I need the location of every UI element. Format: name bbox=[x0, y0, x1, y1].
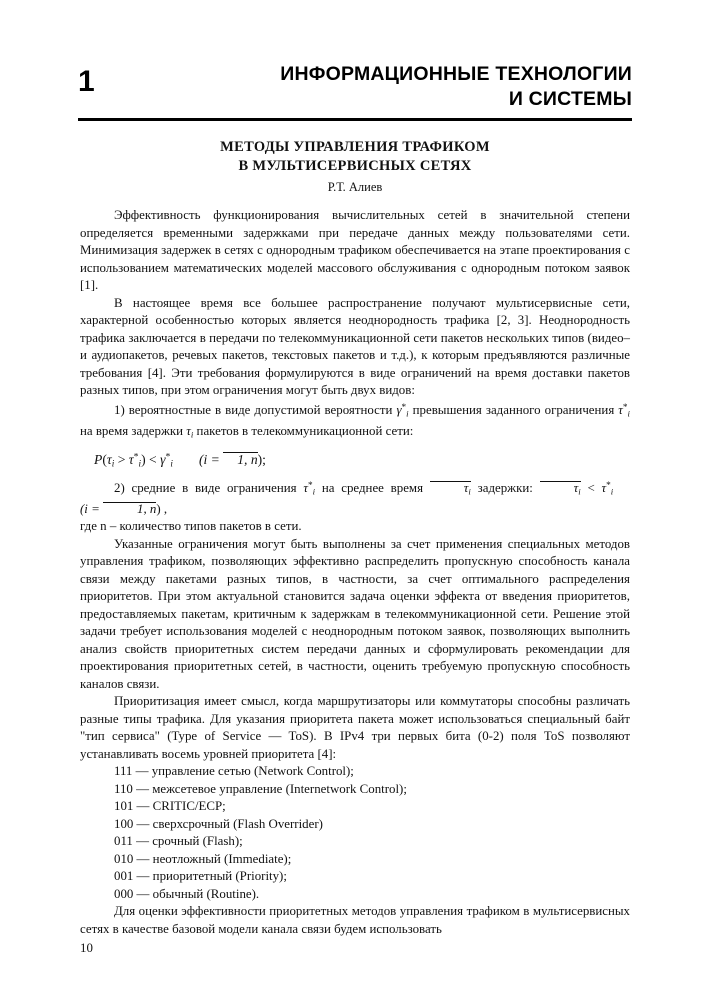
priority-level-item: 011 — срочный (Flash); bbox=[114, 834, 243, 849]
math-tau-plain-subscript: i bbox=[190, 429, 194, 440]
constraint-item-1-text-a: 1) вероятностные в виде допустимой вероятности bbox=[114, 402, 393, 417]
running-header bbox=[78, 62, 632, 121]
math-tau-plain-symbol: τ bbox=[186, 423, 191, 438]
math-gamma-star-i bbox=[396, 403, 412, 417]
priority-level-item: 000 — обычный (Routine). bbox=[114, 886, 260, 901]
math-item2-inequality bbox=[540, 481, 614, 495]
math-gamma-superscript: * bbox=[401, 402, 407, 413]
math-tau-star-i-inline bbox=[618, 403, 630, 417]
priority-levels-list bbox=[80, 763, 630, 903]
ineq-tau-bar-group bbox=[540, 481, 581, 498]
where-clause: где n – количество типов пакетов в сети. bbox=[80, 519, 302, 534]
ineq-tau-star-sub: i bbox=[610, 486, 614, 497]
formula-index-range bbox=[199, 452, 266, 467]
displayed-formula-probability bbox=[80, 444, 630, 478]
formula-tau-left: τ bbox=[106, 451, 112, 467]
article-title-line-1: МЕТОДЫ УПРАВЛЕНИЯ ТРАФИКОМ bbox=[220, 139, 490, 155]
constraint-item-1-text-c: на время задержки bbox=[80, 423, 184, 438]
item2-range-overlined-body: 1, n bbox=[103, 502, 156, 516]
header-row bbox=[78, 62, 632, 112]
math-tau-i-inline bbox=[186, 424, 196, 438]
tau-bar-sub: i bbox=[468, 486, 471, 497]
math-tau-star-i-item2 bbox=[303, 481, 321, 495]
item2-index-range bbox=[80, 502, 167, 516]
priority-level-item: 010 — неотложный (Immediate); bbox=[114, 851, 292, 866]
priority-level-item: 110 — межсетевое управление (Internetwork Control); bbox=[114, 781, 407, 796]
priority-level-item: 101 — CRITIC/ECP; bbox=[114, 799, 226, 814]
constraint-item-2-text-b: на среднее время bbox=[321, 480, 423, 495]
formula-gamma-sup: * bbox=[165, 451, 171, 463]
formula-expression bbox=[94, 452, 173, 467]
formula-open-paren: ( bbox=[102, 451, 107, 467]
item2-tau-symbol: τ bbox=[303, 480, 309, 495]
math-tau-superscript: * bbox=[622, 402, 628, 413]
ineq-tau-bar-sub: i bbox=[578, 486, 581, 497]
ineq-tau-star-sup: * bbox=[606, 480, 611, 491]
priority-level-item: 100 — сверхсрочный (Flash Overrider) bbox=[114, 816, 323, 831]
formula-P: P bbox=[94, 451, 103, 467]
header-title bbox=[95, 62, 632, 112]
paragraph-1: Эффективность функционирования вычислительных сетей в значительной степени определяется временными задержками при передаче данных между пользователями сети. Минимизация задержек в сетях с однородным трафиком обеспечивается на этапе проектирования с использованием математических моделей массового обслуживания с однородным потоком заявок [1]. bbox=[80, 208, 630, 292]
math-gamma-subscript: i bbox=[406, 408, 409, 419]
formula-tau-right-sup: * bbox=[133, 451, 139, 463]
ineq-less-than: < bbox=[580, 480, 602, 495]
formula-tau-right: τ bbox=[128, 451, 134, 467]
constraint-item-2-text-a: 2) средние в виде ограничения bbox=[114, 480, 297, 495]
formula-tau-right-sub: i bbox=[138, 458, 142, 469]
article-body bbox=[80, 207, 630, 938]
constraint-item-1-text-d: пакетов в телекоммуникационной сети: bbox=[196, 423, 414, 438]
item2-range-prefix: (i = bbox=[80, 501, 104, 516]
item2-range-suffix: ) , bbox=[156, 501, 168, 516]
priority-level-item: 111 — управление сетью (Network Control); bbox=[114, 764, 354, 779]
range-prefix: (i = bbox=[198, 451, 224, 467]
priority-level-item: 001 — приоритетный (Priority); bbox=[114, 869, 287, 884]
math-tau-bar-i bbox=[430, 481, 471, 495]
constraint-item-2-text-c: задержки: bbox=[477, 480, 533, 495]
article-author: Р.Т. Алиев bbox=[327, 180, 383, 194]
paragraph-2: В настоящее время все большее распространение получают мультисервисные сети, характерной особенностью которых является неоднородность трафика [2, 3]. Неоднородность трафика заключается в передачи по телекоммуникационной сети пакетов нескольких типов (видео– и аудиопакетов, речевых пакетов, текстовых пакетов и т.д.), к которым предъявляются различные требования [4]. Эти требования формулируются в виде ограничений на время доставки пакетов разных типов, при этом ограничения могут быть двух видов: bbox=[80, 295, 630, 397]
header-title-line-2: И СИСТЕМЫ bbox=[508, 88, 632, 110]
constraint-item-1 bbox=[80, 400, 630, 444]
math-tau-symbol: τ bbox=[618, 402, 623, 417]
tau-bar-symbol: τ bbox=[463, 480, 469, 495]
article-title-line-2: В МУЛЬТИСЕРВИСНЫХ СЕТЯХ bbox=[238, 158, 472, 174]
paragraph-4: Приоритизация имеет смысл, когда маршрутизаторы или коммутаторы способны различать разные типы трафика. Для указания приоритета пакета может использоваться специальный байт "тип сервиса" (Type of Service — ToS). В IPv4 три первых бита (0-2) поля ToS позволяют устанавливать восемь уровней приоритета [4]: bbox=[80, 694, 630, 761]
formula-greater-than: > bbox=[114, 451, 129, 467]
ineq-tau-bar-symbol: τ bbox=[573, 480, 579, 495]
math-gamma-symbol: γ bbox=[396, 402, 402, 417]
math-tau-subscript: i bbox=[627, 408, 630, 419]
item2-tau-sup: * bbox=[308, 480, 313, 491]
header-title-line-1: ИНФОРМАЦИОННЫЕ ТЕХНОЛОГИИ bbox=[280, 63, 632, 85]
constraint-item-2 bbox=[80, 478, 630, 519]
range-suffix: ); bbox=[257, 451, 266, 467]
item2-tau-sub: i bbox=[312, 486, 316, 497]
formula-tau-left-sub: i bbox=[111, 458, 115, 469]
formula-close-paren: ) bbox=[141, 451, 146, 467]
ineq-tau-star-symbol: τ bbox=[601, 480, 607, 495]
formula-gamma: γ bbox=[160, 451, 166, 467]
formula-less-than: < bbox=[145, 451, 161, 467]
formula-gamma-sub: i bbox=[170, 458, 173, 469]
page-number: 10 bbox=[80, 941, 93, 955]
article-title bbox=[80, 138, 630, 176]
header-divider-rule bbox=[78, 118, 632, 121]
paragraph-3: Указанные ограничения могут быть выполнены за счет применения специальных методов управления трафиком, позволяющих эффективно распределить пропускную способность канала связи между пакетами разных типов, в частности, за счет оптимального распределения приоритетов. При этом актуальной становится задача оценки эффекта от введения приоритетов, предоставляемых пакетам, критичным к задержкам в телекоммуникационной сети. Решение этой задачи требует использования моделей с неоднородным потоком заявок, позволяющих выполнить анализ свойств приоритетных систем передачи данных и сформулировать рекомендации для проектирования приоритетных сетей, в частности, оценить требуемую пропускную способность каналов связи. bbox=[80, 536, 630, 691]
range-overlined-body: 1, n bbox=[223, 452, 257, 467]
paragraph-5: Для оценки эффективности приоритетных методов управления трафиком в мультисервисных сетях в качестве базовой модели канала связи будем использовать bbox=[80, 904, 630, 936]
section-number: 1 bbox=[78, 65, 95, 98]
tau-bar-overline-group bbox=[430, 481, 471, 498]
constraint-item-1-text-b: превышения заданного ограничения bbox=[412, 402, 615, 417]
